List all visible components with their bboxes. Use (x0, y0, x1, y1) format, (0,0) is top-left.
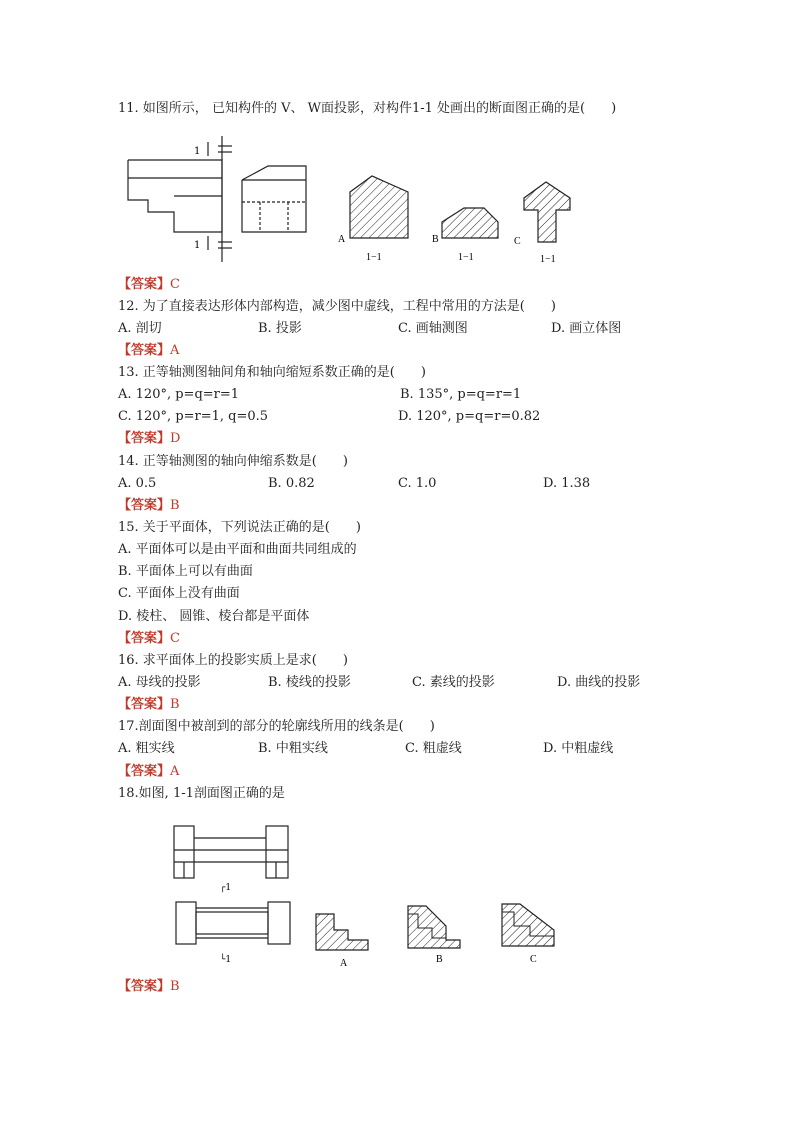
q15-option-d: D. 棱柱、 圆锥、棱台都是平面体 (118, 609, 310, 624)
q13-option-b: B. 135°, p=q=r=1 (400, 387, 522, 402)
q11-option-c-caption: 1−1 (540, 254, 556, 265)
q13-option-d: D. 120°, p=q=r=0.82 (398, 409, 541, 424)
q16-answer (118, 696, 180, 714)
q11-section-marks (208, 136, 232, 262)
q11-w-projection (242, 166, 306, 232)
q14-option-b: B. 0.82 (268, 476, 315, 491)
q16-option-c: C. 素线的投影 (412, 675, 495, 690)
q14-answer-value: B (170, 498, 180, 513)
q18-figure (170, 818, 570, 973)
q13-option-c: C. 120°, p=r=1, q=0.5 (118, 409, 269, 424)
q16-text: 16. 求平面体上的投影实质上是求( ) (118, 653, 348, 668)
q12-option-c: C. 画轴测图 (398, 321, 468, 336)
answer-tag: 【答案】 (118, 343, 171, 358)
q18-answer-value: B (170, 979, 180, 994)
q18-option-b-label: B (436, 954, 443, 965)
answer-tag: 【答案】 (118, 979, 171, 994)
q17-option-b: B. 中粗实线 (258, 741, 328, 756)
q13-answer-value: D (170, 431, 181, 446)
q14-answer (118, 497, 180, 515)
q18-option-b-shape (408, 906, 460, 948)
q18-mark-top: ┌1 (220, 883, 232, 893)
q12-option-d: D. 画立体图 (551, 321, 622, 336)
q12-answer (118, 342, 179, 360)
q13-text: 13. 正等轴测图轴间角和轴向缩短系数正确的是( ) (118, 365, 426, 380)
q11-figure (118, 132, 598, 272)
answer-tag: 【答案】 (118, 498, 171, 513)
q15-answer-value: C (170, 631, 180, 646)
q11-v-projection (128, 160, 222, 232)
q18-front-view (174, 826, 288, 878)
q15-text: 15. 关于平面体，下列说法正确的是( ) (118, 520, 361, 535)
q18-option-c-shape (502, 904, 554, 946)
q15-answer (118, 630, 180, 648)
q18-option-a-label: A (340, 958, 348, 969)
q18-mark-bottom: └1 (220, 955, 232, 965)
q17-option-d: D. 中粗虚线 (543, 741, 614, 756)
q11-option-a-caption: 1−1 (366, 252, 382, 263)
q15-option-a: A. 平面体可以是由平面和曲面共同组成的 (118, 542, 357, 557)
q18-text: 18.如图, 1-1剖面图正确的是 (118, 786, 285, 801)
q11-option-b-caption: 1−1 (458, 252, 474, 263)
q12-option-b: B. 投影 (258, 321, 302, 336)
q14-option-c: C. 1.0 (398, 476, 437, 491)
q11-answer (118, 276, 180, 294)
q12-text: 12. 为了直接表达形体内部构造，减少图中虚线，工程中常用的方法是( ) (118, 299, 556, 314)
q17-option-a: A. 粗实线 (118, 741, 175, 756)
q11-option-a-label: A (338, 234, 346, 245)
q16-option-a: A. 母线的投影 (118, 675, 201, 690)
q14-text: 14. 正等轴测图的轴向伸缩系数是( ) (118, 454, 348, 469)
q14-option-a: A. 0.5 (118, 476, 157, 491)
q17-option-c: C. 粗虚线 (405, 741, 462, 756)
answer-tag: 【答案】 (118, 431, 171, 446)
q12-answer-value: A (170, 343, 180, 358)
q11-text: 11. 如图所示， 已知构件的 V、 W面投影，对构件1-1 处画出的断面图正确的是( ) (118, 101, 617, 116)
q11-mark-bottom: 1 (194, 240, 201, 251)
q18-option-a-shape (316, 914, 368, 950)
q17-answer-value: A (170, 764, 180, 779)
answer-tag: 【答案】 (118, 697, 171, 712)
q15-option-c: C. 平面体上没有曲面 (118, 586, 240, 601)
answer-tag: 【答案】 (118, 277, 171, 292)
answer-tag: 【答案】 (118, 631, 171, 646)
q13-answer (118, 430, 180, 448)
q18-answer (118, 978, 180, 996)
answer-tag: 【答案】 (118, 764, 171, 779)
q14-option-d: D. 1.38 (543, 476, 591, 491)
q16-option-b: B. 棱线的投影 (268, 675, 351, 690)
q11-mark-top: 1 (194, 146, 201, 157)
q16-option-d: D. 曲线的投影 (557, 675, 641, 690)
q17-answer (118, 763, 179, 781)
q18-plan-view (176, 902, 290, 944)
q15-option-b: B. 平面体上可以有曲面 (118, 564, 253, 579)
q11-option-b-shape (442, 208, 498, 238)
q11-option-a-shape (350, 176, 408, 238)
q12-option-a: A. 剖切 (118, 321, 162, 336)
q11-option-c-label: C (514, 236, 521, 247)
q17-text: 17.剖面图中被剖到的部分的轮廓线所用的线条是( ) (118, 719, 435, 734)
q11-option-b-label: B (432, 234, 439, 245)
q18-option-c-label: C (530, 954, 537, 965)
q13-option-a: A. 120°, p=q=r=1 (118, 387, 240, 402)
q11-answer-value: C (170, 277, 180, 292)
q11-option-c-shape (524, 182, 570, 242)
q16-answer-value: B (170, 697, 180, 712)
